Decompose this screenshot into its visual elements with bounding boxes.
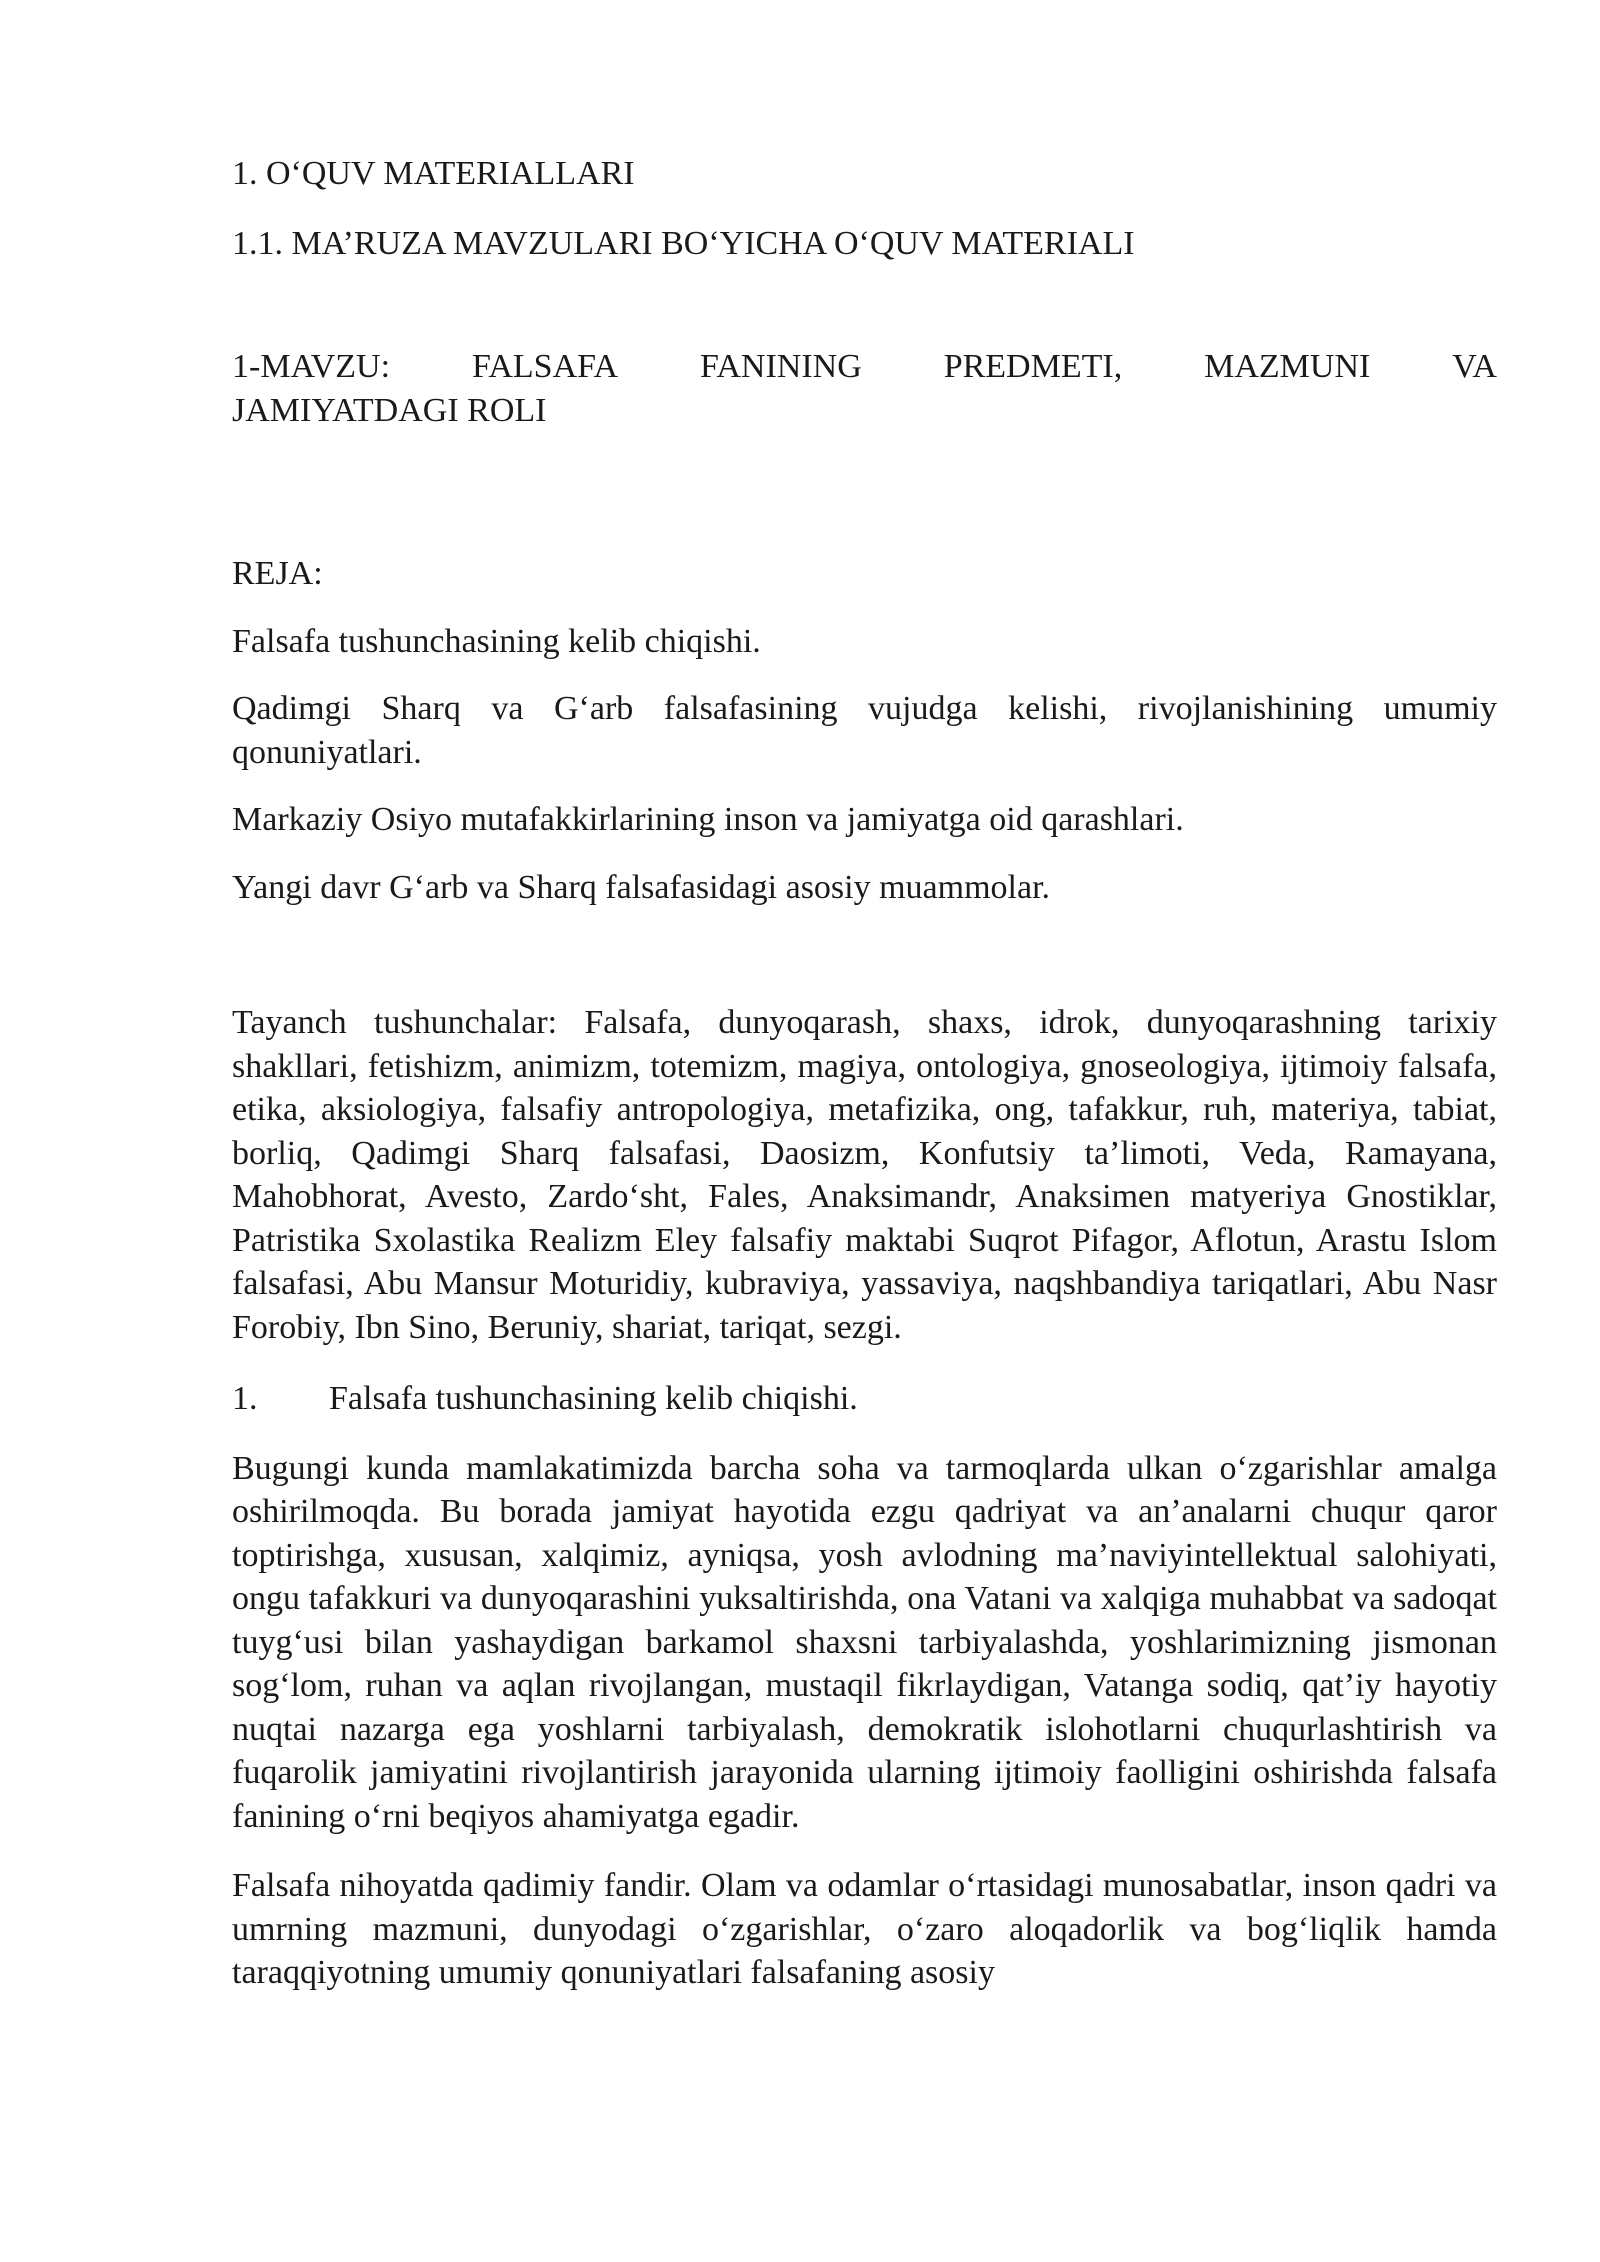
section-title: Falsafa tushunchasining kelib chiqishi. bbox=[329, 1380, 858, 1417]
key-concepts-paragraph: Tayanch tushunchalar: Falsafa, dunyoqarash, shaxs, idrok, dunyoqarashning tarixiy shakllari, fetishizm, animizm, totemizm, magiya, ontologiya, gnoseologiya, ijtimoiy falsafa, etika, aksiologiya, falsafiy antropologiya, metafizika, ong, tafakkur, ruh, materiya, tabiat, borliq, Qadimgi Sharq falsafasi, Daosizm, Konfutsiy ta’limoti, Veda, Ramayana, Mahobhorat, Avesto, Zardo‘sht, Fales, Anaksimandr, Anaksimen matyeriya Gnostiklar, Patristika Sxolastika Realizm Eley falsafiy maktabi Suqrot Pifagor, Aflotun, Arastu Islom falsafasi, Abu Mansur Moturidiy, kubraviya, yassaviya, naqshbandiya tariqatlari, Abu Nasr Forobiy, Ibn Sino, Beruniy, shariat, tariqat, sezgi. bbox=[232, 1004, 1497, 1346]
plan-item: Markaziy Osiyo mutafakkirlarining inson va jamiyatga oid qarashlari. bbox=[232, 801, 1184, 838]
plan-item: Falsafa tushunchasining kelib chiqishi. bbox=[232, 622, 761, 660]
section-number: 1. bbox=[232, 1380, 258, 1417]
topic-word: FALSAFA bbox=[471, 348, 619, 385]
topic-word: PREDMETI, bbox=[943, 348, 1123, 385]
section-heading bbox=[232, 1377, 1497, 1421]
topic-title-line-2: JAMIYATDAGI ROLI bbox=[232, 391, 547, 429]
document-content bbox=[232, 152, 1497, 2021]
topic-word: FANINING bbox=[699, 348, 862, 385]
body-paragraph: Bugungi kunda mamlakatimizda barcha soha va tarmoqlarda ulkan o‘zgarishlar amalga oshirilmoqda. Bu borada jamiyat hayotida ezgu qadriyat va an’analarni chuqur qaror toptirishga, xususan, xalqimiz, ayniqsa, yosh avlodning ma’naviyintellektual salohiyati, ongu tafakkuri va dunyoqarashini yuksaltirishda, ona Vatani va xalqiga muhabbat va sadoqat tuyg‘usi bilan yashaydigan barkamol shaxsni tarbiyalashda, yoshlarimizning jismonan sog‘lom, ruhan va aqlan rivojlangan, mustaqil fikrlaydigan, Vatanga sodiq, qat’iy hayotiy nuqtai nazarga ega yoshlarni tarbiyalash, demokratik islohotlarni chuqurlashtirish va fuqarolik jamiyatini rivojlantirish jarayonida ularning ijtimoiy faolligini oshirishda falsafa fanining o‘rni beqiyos ahamiyatga egadir. bbox=[232, 1449, 1497, 1835]
topic-word: MAZMUNI bbox=[1204, 348, 1371, 385]
topic-word: VA bbox=[1452, 348, 1497, 385]
topic-title-line-1 bbox=[232, 345, 1497, 389]
plan-item: Yangi davr G‘arb va Sharq falsafasidagi asosiy muammolar. bbox=[232, 868, 1051, 906]
topic-word: 1-MAVZU: bbox=[232, 348, 391, 385]
topic-title bbox=[232, 345, 1497, 432]
plan-item: Qadimgi Sharq va G‘arb falsafasining vujudga kelishi, rivojlanishining umumiy qonuniyatlari. bbox=[232, 690, 1497, 771]
heading-study-materials: 1. O‘QUV MATERIALLARI bbox=[232, 155, 635, 192]
plan-title: REJA: bbox=[232, 555, 323, 592]
body-paragraph: Falsafa nihoyatda qadimiy fandir. Olam va odamlar o‘rtasidagi munosabatlar, inson qadri va umrning mazmuni, dunyodagi o‘zgarishlar, o‘zaro aloqadorlik va bog‘liqlik hamda taraqqiyotning umumiy qonuniyatlari falsafaning asosiy bbox=[232, 1867, 1497, 1991]
heading-lecture-materials: 1.1. MA’RUZA MAVZULARI BO‘YICHA O‘QUV MATERIALI bbox=[232, 224, 1135, 262]
